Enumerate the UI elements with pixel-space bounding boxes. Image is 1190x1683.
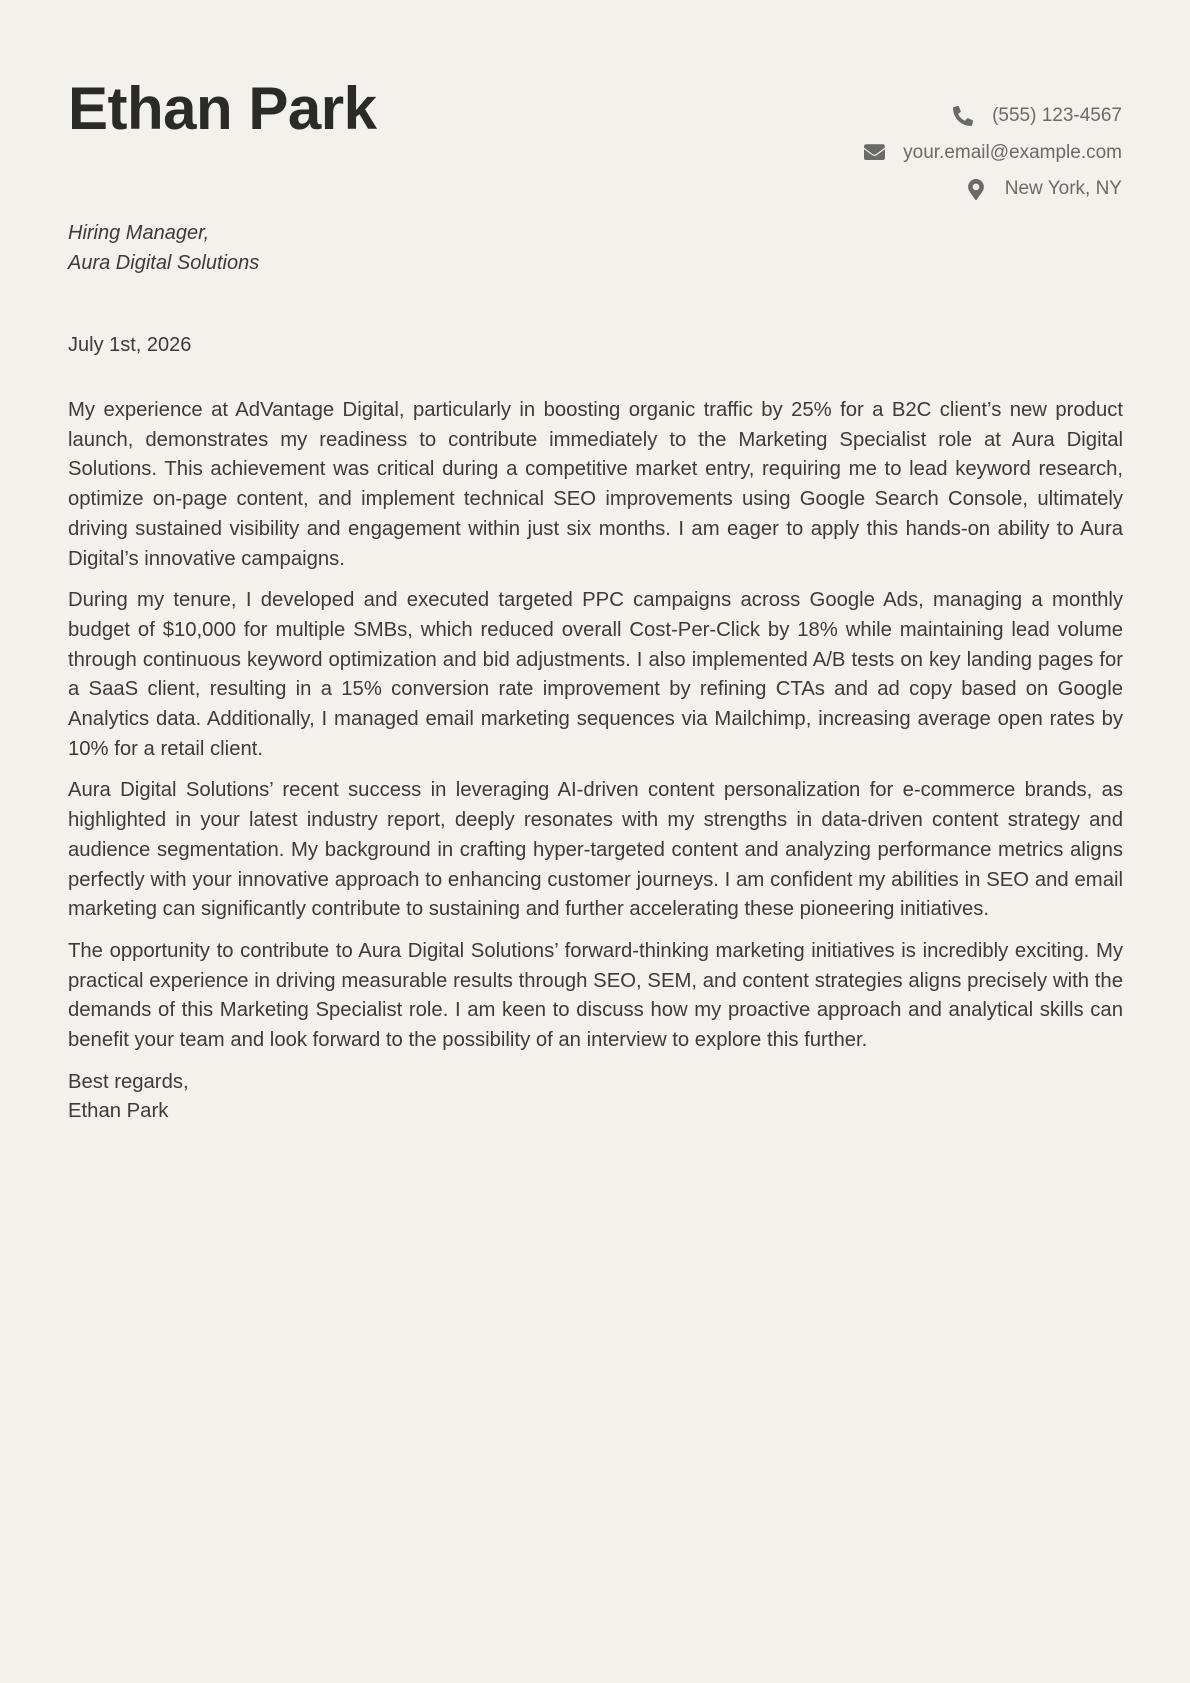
map-pin-icon	[965, 178, 987, 200]
body-paragraph-2: During my tenure, I developed and executed targeted PPC campaigns across Google Ads, managing a monthly budget of $10,000 for multiple SMBs, which reduced overall Cost-Per-Click by 18% while maintaining lead volume through continuous keyword optimization and bid adjustments. I also implemented A/B tests on key landing pages for a SaaS client, resulting in a 15% conversion rate improvement by refining CTAs and ad copy based on Google Analytics data. Additionally, I managed email marketing sequences via Mailchimp, increasing average open rates by 10% for a retail client.	[68, 589, 1123, 760]
closing-block	[68, 1068, 1123, 1127]
recipient-company: Aura Digital Solutions	[68, 252, 260, 274]
envelope-icon	[863, 142, 885, 164]
applicant-name: Ethan Park	[68, 75, 377, 142]
phone-icon	[952, 105, 974, 127]
recipient-block	[68, 218, 259, 278]
letter-body	[68, 396, 1123, 1127]
contact-phone[interactable]: (555) 123-4567	[992, 105, 1122, 127]
letter-date: July 1st, 2026	[68, 334, 192, 356]
contact-location-row	[863, 171, 1122, 208]
contact-phone-row	[863, 98, 1122, 135]
recipient-title: Hiring Manager,	[68, 222, 210, 244]
closing-salutation: Best regards,	[68, 1070, 189, 1093]
closing-signature: Ethan Park	[68, 1100, 169, 1123]
contact-block	[863, 98, 1122, 208]
body-paragraph-3: Aura Digital Solutions’ recent success in leveraging AI-driven content personalization for e-commerce brands, as highlighted in your latest industry report, deeply resonates with my strengths in data-driven content strategy and audience segmentation. My background in crafting hyper-targeted content and analyzing performance metrics aligns perfectly with your innovative approach to enhancing customer journeys. I am confident my abilities in SEO and email marketing can significantly contribute to sustaining and further accelerating these pioneering initiatives.	[68, 779, 1123, 921]
contact-email-row	[863, 135, 1122, 172]
contact-email[interactable]: your.email@example.com	[903, 141, 1122, 163]
contact-location: New York, NY	[1004, 178, 1122, 200]
body-paragraph-1: My experience at AdVantage Digital, particularly in boosting organic traffic by 25% for a B2C client’s new product launch, demonstrates my readiness to contribute immediately to the Marketing Specialist role at Aura Digital Solutions. This achievement was critical during a competitive market entry, requiring me to lead keyword research, optimize on-page content, and implement technical SEO improvements using Google Search Console, ultimately driving sustained visibility and engagement within just six months. I am eager to apply this hands-on ability to Aura Digital’s innovative campaigns.	[68, 399, 1123, 570]
body-paragraph-4: The opportunity to contribute to Aura Digital Solutions’ forward-thinking marketing initiatives is incredibly exciting. My practical experience in driving measurable results through SEO, SEM, and content strategies aligns precisely with the demands of this Marketing Specialist role. I am keen to discuss how my proactive approach and analytical skills can benefit your team and look forward to the possibility of an interview to explore this further.	[68, 939, 1123, 1052]
